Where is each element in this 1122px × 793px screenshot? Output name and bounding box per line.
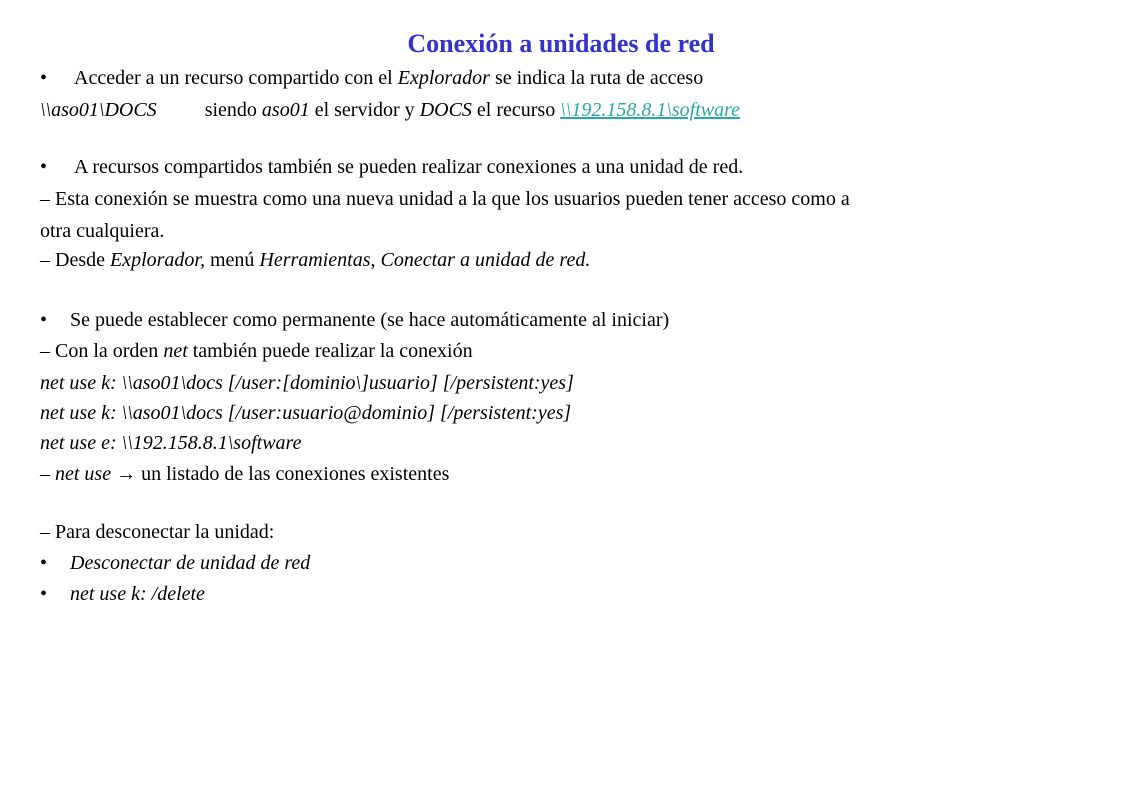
path-example-line: \\aso01\DOCS siendo aso01 el servidor y DOCS el recurso \\192.158.8.1\software	[40, 99, 741, 121]
command-example-3: net use e: \\192.158.8.1\software	[40, 432, 302, 454]
access-path-line: • Acceder a un recurso compartido con el Explorador se indica la ruta de acceso	[40, 64, 703, 92]
bullet: •	[40, 552, 48, 574]
software-share-link[interactable]: \\192.158.8.1\software	[560, 99, 741, 121]
bullet: •	[40, 156, 48, 178]
tools-menu: Herramientas	[259, 249, 371, 271]
net-command-line: – Con la orden net también puede realizar la conexión	[40, 340, 473, 362]
command-example-2: net use k: \\aso01\docs [/user:usuario@dominio] [/persistent:yes]	[40, 402, 572, 424]
persistent-line: • Se puede establecer como permanente (se hace automáticamente al iniciar)	[40, 306, 669, 334]
bullet: •	[40, 583, 48, 605]
unc-path: \\aso01\DOCS	[40, 99, 157, 121]
server-name: aso01	[261, 99, 310, 121]
disconnect-heading: – Para desconectar la unidad:	[40, 521, 275, 543]
net-use-list-line: – net use → un listado de las conexiones existentes	[40, 463, 450, 485]
disconnect-item-1: • Desconectar de unidad de red	[40, 549, 310, 577]
new-drive-line-cont: otra cualquiera.	[40, 220, 165, 242]
disconnect-item-2: • net use k: /delete	[40, 580, 205, 608]
connect-drive-option: Conectar a unidad de red.	[380, 249, 591, 271]
resource-name: DOCS	[419, 99, 472, 121]
network-drive-line: • A recursos compartidos también se pueden realizar conexiones a una unidad de red.	[40, 153, 743, 181]
command-example-1: net use k: \\aso01\docs [/user:[dominio\]usuario] [/persistent:yes]	[40, 372, 574, 394]
explorer-term: Explorador	[397, 67, 490, 89]
page-title: Conexión a unidades de red	[407, 29, 715, 58]
new-drive-line: – Esta conexión se muestra como una nueva unidad a la que los usuarios pueden tener acceso como a	[40, 188, 850, 210]
bullet: •	[40, 309, 48, 331]
net-use-cmd: net use	[55, 463, 112, 485]
bullet: •	[40, 67, 48, 89]
explorer-menu-line: – Desde Explorador, menú Herramientas, Conectar a unidad de red.	[40, 249, 591, 271]
net-cmd: net	[163, 340, 188, 362]
